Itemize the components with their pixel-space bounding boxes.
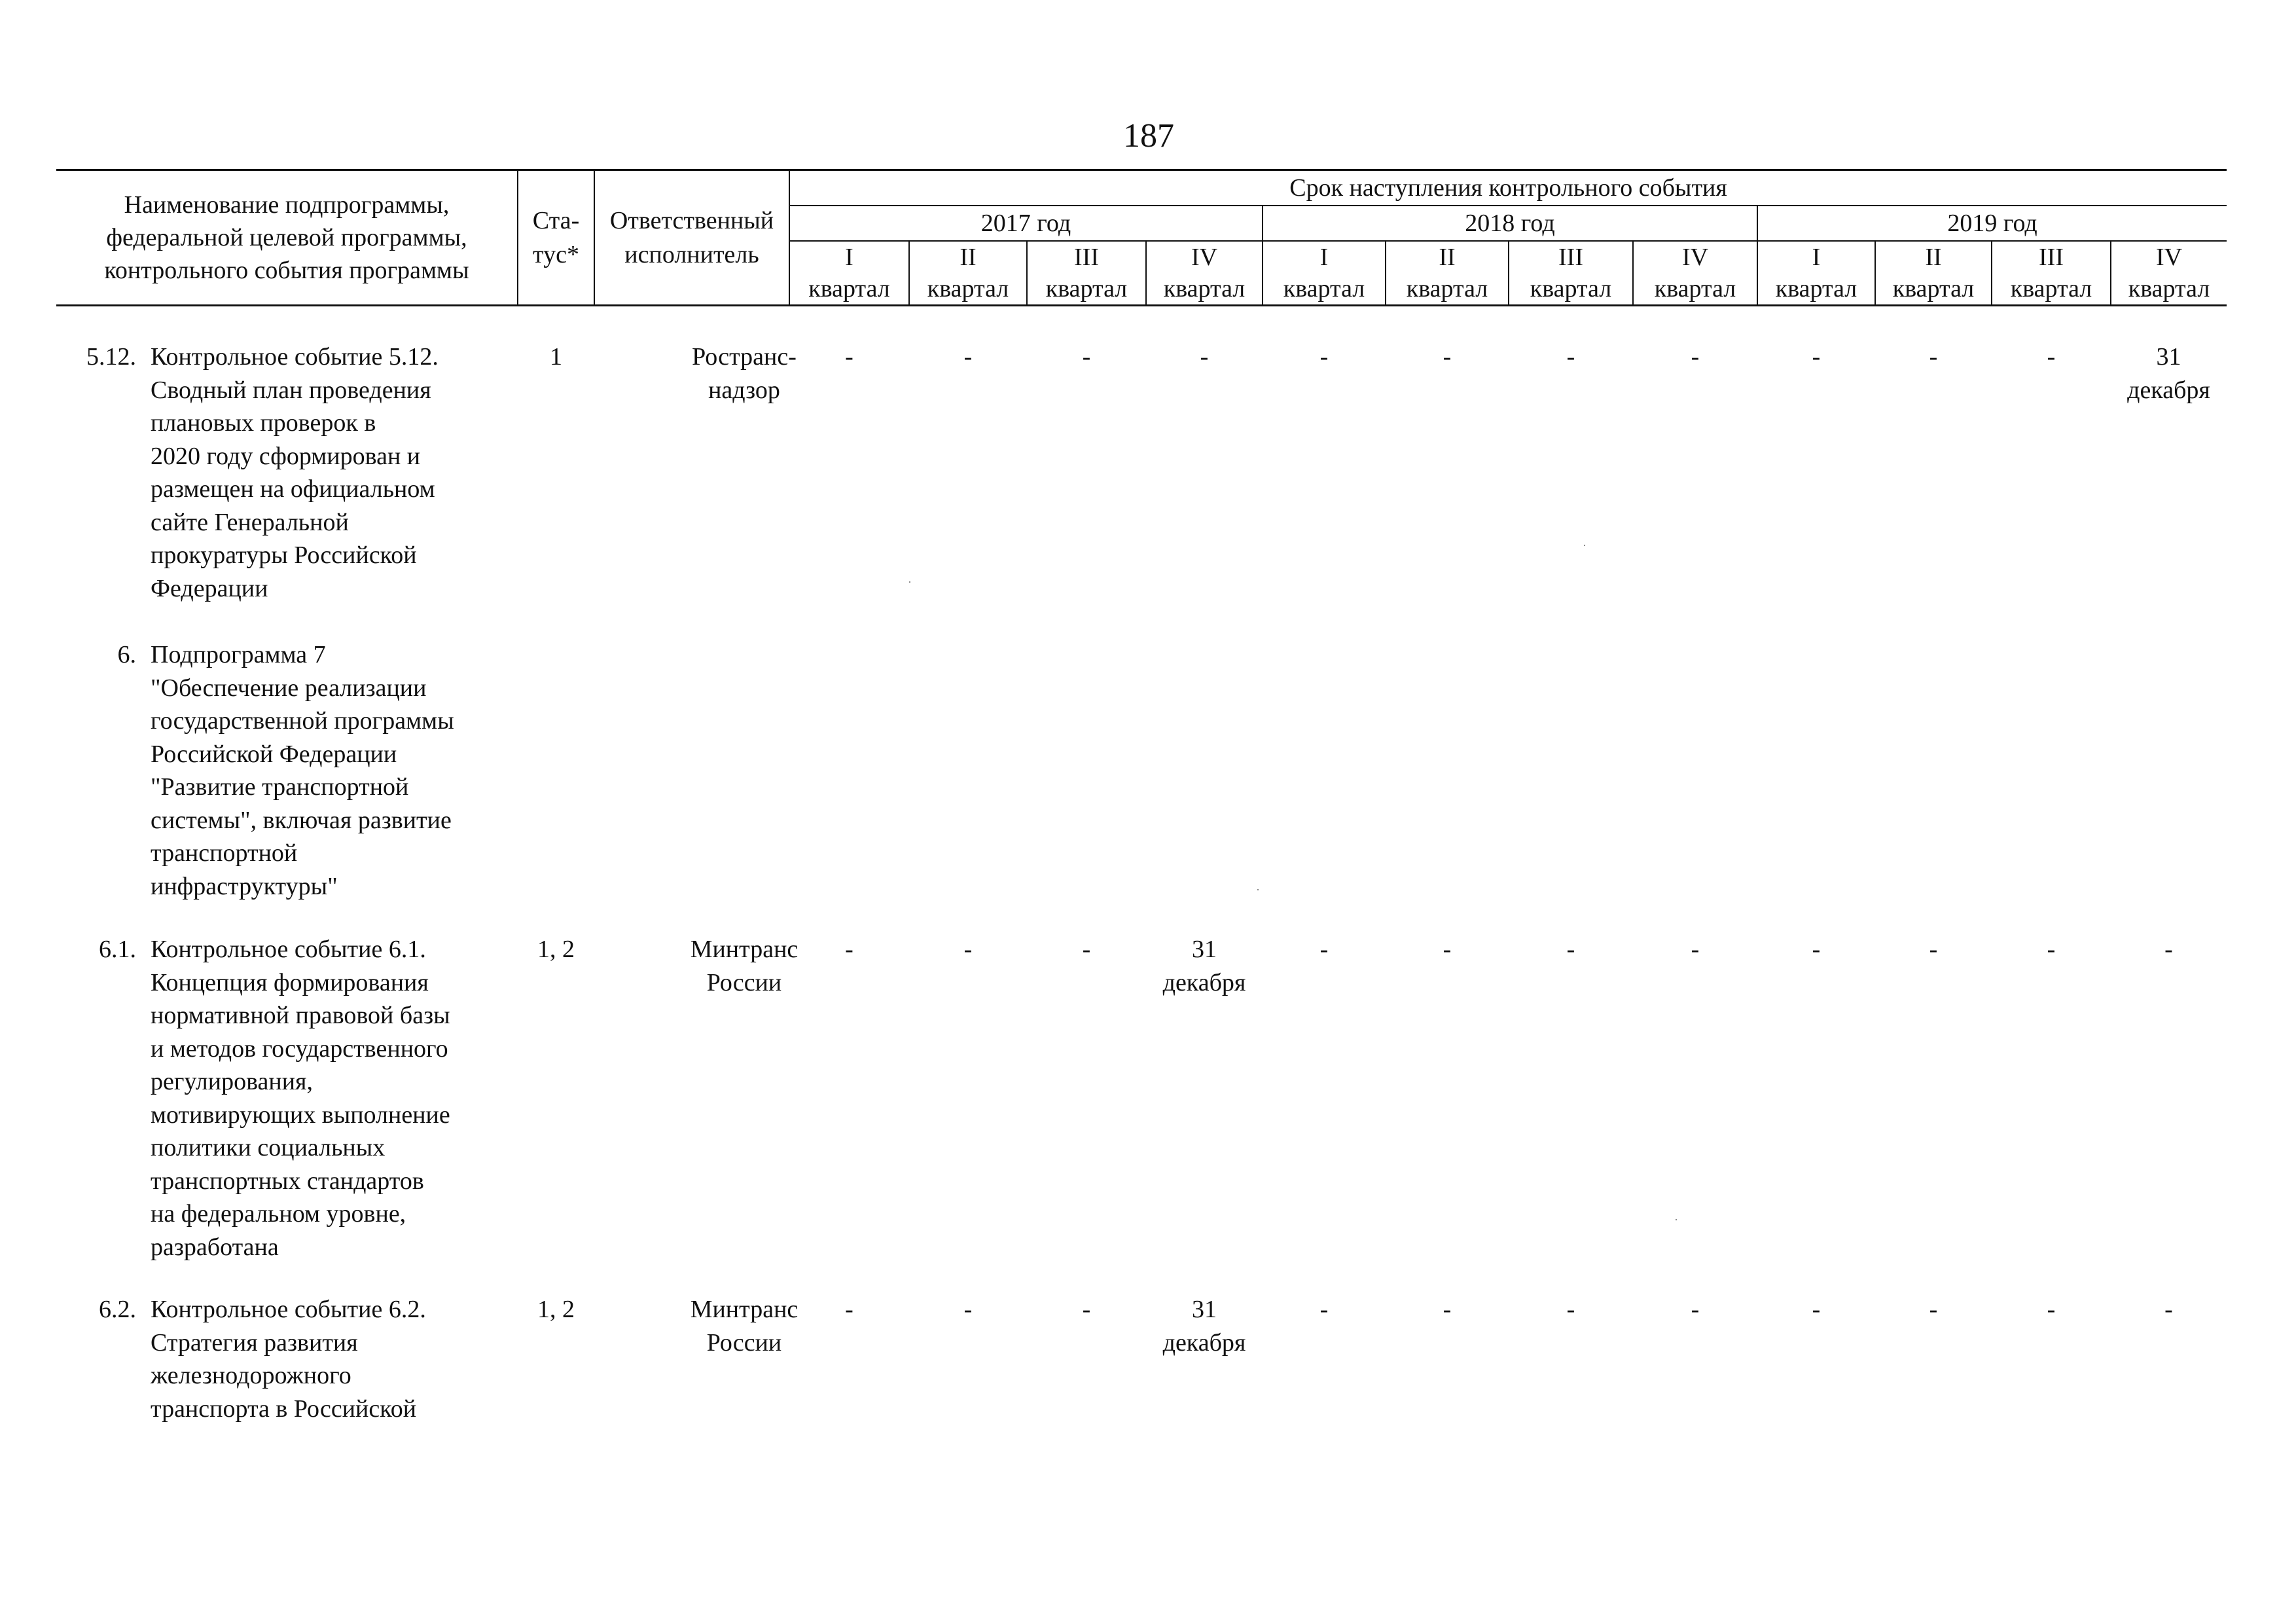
quarter-numeral: I bbox=[1319, 244, 1329, 271]
row-quarter-value: - bbox=[1929, 936, 1938, 963]
header-status-line2: тус* bbox=[533, 241, 579, 268]
header-quarter-2 bbox=[909, 241, 1027, 306]
header-year-2018: 2018 год bbox=[1263, 206, 1757, 241]
row-quarter-value: - bbox=[963, 936, 973, 963]
header-status-line1: Ста- bbox=[532, 207, 580, 234]
row-status: 1, 2 bbox=[537, 1296, 575, 1323]
header-quarter-7 bbox=[1509, 241, 1633, 306]
row-quarter-value: - bbox=[1929, 1296, 1938, 1323]
header-quarter-4 bbox=[1146, 241, 1263, 306]
quarter-numeral: II bbox=[960, 244, 977, 271]
scan-speck bbox=[1584, 545, 1585, 546]
header-status-column bbox=[518, 170, 594, 306]
quarter-numeral: I bbox=[845, 244, 853, 271]
row-quarter-value: - bbox=[1319, 936, 1329, 963]
row-quarter-value: - bbox=[1691, 1296, 1700, 1323]
row-number: 5.12. bbox=[86, 343, 136, 371]
scan-speck bbox=[1676, 1219, 1677, 1220]
row-quarter-value: - bbox=[1812, 1296, 1821, 1323]
row-title: Контрольное событие 6.2. Стратегия развития железнодорожного транспорта в Российской bbox=[151, 1296, 426, 1423]
row-quarter-value: - bbox=[2047, 343, 2056, 371]
row-quarter-value: - bbox=[845, 1296, 853, 1323]
row-title: Подпрограмма 7 "Обеспечение реализации государственной программы Российской Федерации "Развитие транспортной системы", включая развитие транспортной инфраструктуры" bbox=[151, 641, 454, 900]
header-quarter-6 bbox=[1386, 241, 1509, 306]
quarter-word: квартал bbox=[927, 275, 1009, 302]
row-quarter-value: - bbox=[1566, 936, 1575, 963]
quarter-word: квартал bbox=[1406, 275, 1488, 302]
row-quarter-value: - bbox=[1319, 1296, 1329, 1323]
row-quarter-value: - bbox=[2047, 1296, 2056, 1323]
scan-speck bbox=[1257, 889, 1259, 890]
scan-speck bbox=[909, 581, 910, 583]
row-quarter-value: - bbox=[1319, 343, 1329, 371]
quarter-word: квартал bbox=[2128, 275, 2210, 302]
row-quarter-value: - bbox=[1812, 936, 1821, 963]
row-number: 6.2. bbox=[99, 1296, 136, 1323]
header-year-2017: 2017 год bbox=[789, 206, 1263, 241]
row-quarter-value: - bbox=[845, 343, 853, 371]
row-quarter-value: - bbox=[1443, 1296, 1452, 1323]
row-quarter-value: - bbox=[1566, 1296, 1575, 1323]
row-quarter-value: - bbox=[1082, 343, 1091, 371]
quarter-numeral: III bbox=[1074, 244, 1099, 271]
quarter-numeral: II bbox=[1439, 244, 1456, 271]
row-number: 6.1. bbox=[99, 936, 136, 963]
header-year-2019: 2019 год bbox=[1757, 206, 2227, 241]
quarter-word: квартал bbox=[808, 275, 890, 302]
row-quarter-value: - bbox=[963, 343, 973, 371]
row-quarter-value: - bbox=[1812, 343, 1821, 371]
quarter-numeral: IV bbox=[1191, 244, 1218, 271]
row-responsible: Минтранс России bbox=[690, 1296, 798, 1357]
row-quarter-value: - bbox=[1691, 343, 1700, 371]
header-quarter-5 bbox=[1263, 241, 1386, 306]
row-responsible: Ространс- надзор bbox=[692, 343, 797, 404]
row-quarter-value: 31 декабря bbox=[1162, 936, 1246, 996]
quarter-numeral: III bbox=[1558, 244, 1583, 271]
quarter-word: квартал bbox=[1045, 275, 1128, 302]
row-quarter-value: - bbox=[1443, 343, 1452, 371]
row-number: 6. bbox=[117, 641, 136, 668]
header-quarter-3 bbox=[1027, 241, 1146, 306]
header-deadline-group: Срок наступления контрольного события bbox=[789, 170, 2227, 206]
row-quarter-value: - bbox=[963, 1296, 973, 1323]
quarter-numeral: I bbox=[1812, 244, 1821, 271]
row-quarter-value: - bbox=[1691, 936, 1700, 963]
row-quarter-value: - bbox=[1929, 343, 1938, 371]
quarter-word: квартал bbox=[2010, 275, 2092, 302]
quarter-numeral: II bbox=[1925, 244, 1942, 271]
header-quarter-8 bbox=[1633, 241, 1757, 306]
quarter-word: квартал bbox=[1775, 275, 1857, 302]
row-quarter-value: - bbox=[1082, 1296, 1091, 1323]
row-quarter-value: - bbox=[1082, 936, 1091, 963]
header-quarter-9 bbox=[1757, 241, 1875, 306]
quarter-numeral: IV bbox=[1681, 244, 1709, 271]
quarter-numeral: III bbox=[2039, 244, 2064, 271]
quarter-word: квартал bbox=[1163, 275, 1246, 302]
row-responsible: Минтранс России bbox=[690, 936, 798, 996]
row-quarter-value: 31 декабря bbox=[2127, 343, 2210, 404]
row-title: Контрольное событие 6.1. Концепция формирования нормативной правовой базы и методов государственного регулирования, мотивирующих выполнение политики социальных транспортных стандартов на федеральном уровне, разработана bbox=[151, 936, 450, 1261]
header-name-column: Наименование подпрограммы, федеральной целевой программы, контрольного события программы bbox=[56, 170, 518, 306]
row-quarter-value: - bbox=[2047, 936, 2056, 963]
row-quarter-value: 31 декабря bbox=[1162, 1296, 1246, 1357]
row-quarter-value: - bbox=[1200, 343, 1209, 371]
header-quarter-10 bbox=[1875, 241, 1992, 306]
quarter-word: квартал bbox=[1892, 275, 1975, 302]
page-number: 187 bbox=[1123, 117, 1174, 155]
row-quarter-value: - bbox=[2164, 1296, 2173, 1323]
header-quarter-12 bbox=[2111, 241, 2227, 306]
quarter-word: квартал bbox=[1283, 275, 1365, 302]
row-quarter-value: - bbox=[845, 936, 853, 963]
header-quarter-1 bbox=[789, 241, 909, 306]
header-responsible-column: Ответственный исполнитель bbox=[594, 170, 789, 306]
quarter-word: квартал bbox=[1654, 275, 1736, 302]
row-quarter-value: - bbox=[1566, 343, 1575, 371]
row-title: Контрольное событие 5.12. Сводный план проведения плановых проверок в 2020 году сформирован и размещен на официальном сайте Генеральной прокуратуры Российской Федерации bbox=[151, 343, 439, 602]
table-header bbox=[56, 169, 2227, 306]
header-quarter-11 bbox=[1992, 241, 2111, 306]
quarter-numeral: IV bbox=[2155, 244, 2183, 271]
row-quarter-value: - bbox=[1443, 936, 1452, 963]
row-quarter-value: - bbox=[2164, 936, 2173, 963]
quarter-word: квартал bbox=[1530, 275, 1612, 302]
row-status: 1, 2 bbox=[537, 936, 575, 963]
row-status: 1 bbox=[550, 343, 562, 371]
